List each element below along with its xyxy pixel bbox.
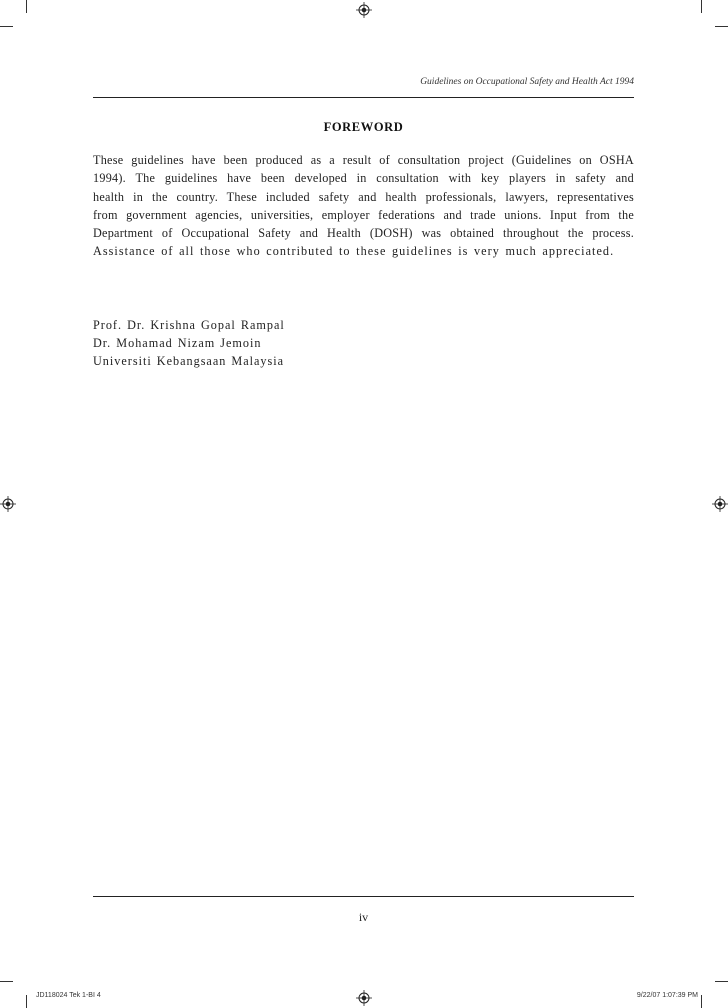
crop-mark-icon [701, 995, 702, 1008]
page-title: FOREWORD [323, 120, 404, 134]
paragraph-line: health in the country. These included safety and health professionals, lawyers, representatives [93, 189, 634, 204]
author-name: Dr. Mohamad Nizam Jemoin [93, 336, 262, 350]
registration-mark-icon [0, 496, 16, 512]
footer-rule [93, 896, 634, 897]
running-header: Guidelines on Occupational Safety and Health Act 1994 [420, 77, 634, 87]
registration-mark-icon [356, 990, 372, 1006]
header-rule [93, 97, 634, 98]
crop-mark-icon [26, 0, 27, 13]
author-institution: Universiti Kebangsaan Malaysia [93, 354, 285, 368]
crop-mark-icon [701, 0, 702, 13]
registration-mark-icon [712, 496, 728, 512]
registration-mark-icon [356, 2, 372, 18]
crop-mark-icon [0, 981, 13, 982]
paragraph-line: 1994). The guidelines have been developed in consultation with key players in safety and [93, 171, 634, 186]
paragraph-line: These guidelines have been produced as a result of consultation project (Guidelines on OSHA [93, 153, 634, 167]
crop-mark-icon [715, 981, 728, 982]
paragraph-line: Assistance of all those who contributed to these guidelines is very much appreciated. [93, 244, 615, 259]
page-number: iv [358, 910, 369, 924]
print-slug-timestamp: 9/22/07 1:07:39 PM [636, 992, 698, 999]
print-slug-file: JD118024 Tek 1-BI 4 [36, 992, 101, 999]
crop-mark-icon [0, 26, 13, 27]
crop-mark-icon [26, 995, 27, 1008]
paragraph-line: from government agencies, universities, employer federations and trade unions. Input from the [93, 207, 634, 222]
foreword-paragraph [93, 151, 634, 261]
paragraph-line: Department of Occupational Safety and Health (DOSH) was obtained throughout the process. [93, 226, 634, 241]
crop-mark-icon [715, 26, 728, 27]
signature-block [93, 316, 285, 370]
author-name: Prof. Dr. Krishna Gopal Rampal [93, 318, 285, 332]
